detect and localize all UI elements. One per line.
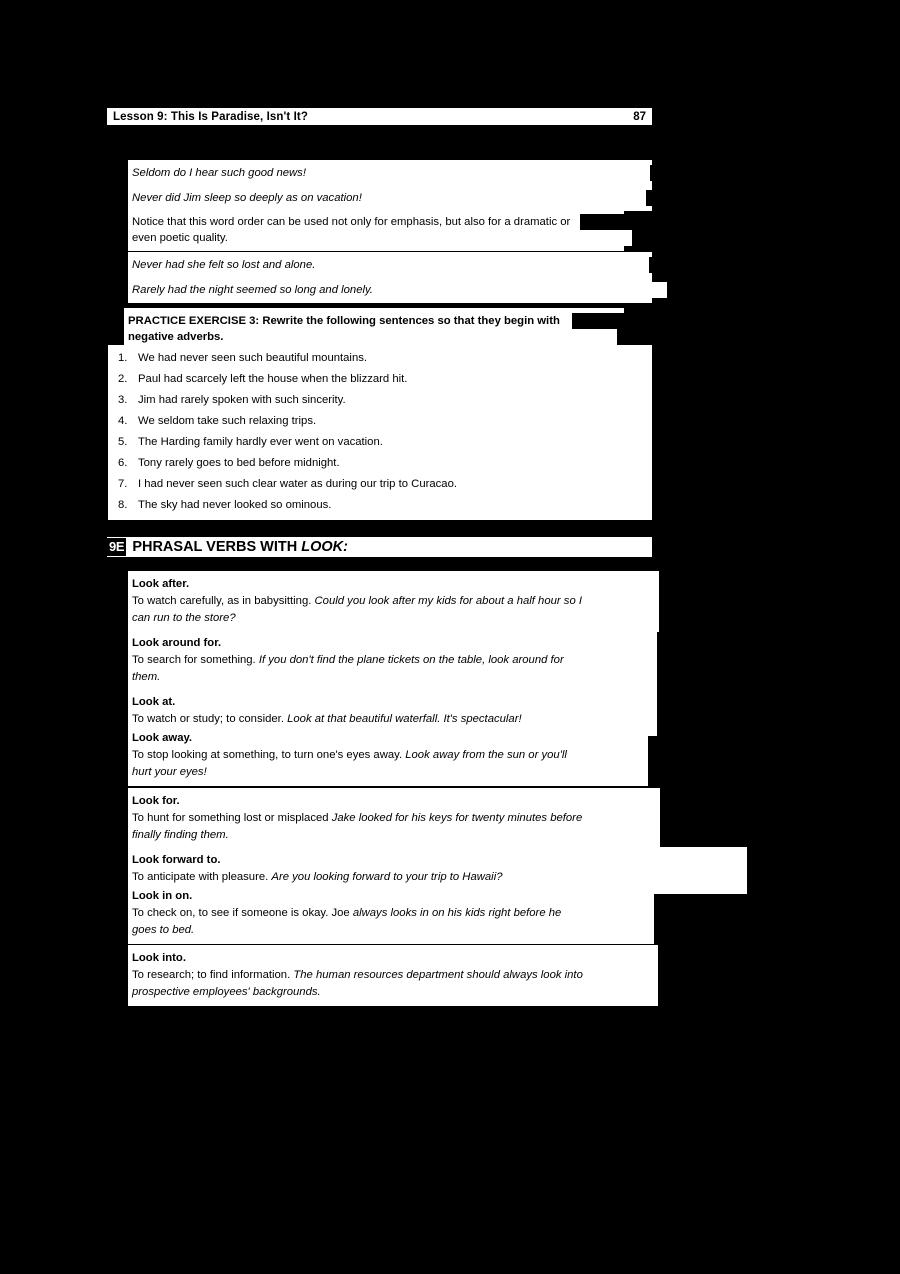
example-line-row [128,282,667,298]
line-filler [179,694,657,711]
phrasal-verb-definition [128,652,568,669]
exercise-instruction-text: negative adverbs. [124,329,227,345]
line-filler [196,730,648,747]
entry-padding [128,1001,622,1006]
definition-example: them. [132,671,161,683]
phrasal-verb-definition [128,711,526,728]
phrasal-verb-entry [128,888,654,944]
item-number: 5. [118,436,128,448]
definition-example: Look away from the sun or you'll [405,749,567,761]
item-text: The sky had never looked so ominous. [138,499,332,511]
line-filler [586,810,588,827]
entry-padding-row [128,1001,658,1006]
phrasal-verb-term: Look around for. [128,635,225,652]
phrasal-verb-definition [128,764,211,781]
item-text: We had never seen such beautiful mountains. [138,352,368,364]
entry-term-row [128,888,654,905]
list-item [108,390,652,411]
phrasal-verb-entry [128,571,659,632]
line-filler [507,869,747,886]
entry-definition-row [128,869,747,886]
exercise-item-list [108,345,652,520]
entry-definition-row [128,922,654,939]
item-text: Paul had scarcely left the house when the blizzard hit. [138,373,408,385]
entry-term-row [128,793,660,810]
phrasal-verb-term: Look at. [128,694,179,711]
section-title [132,539,348,555]
instruction-line-row [124,329,617,345]
phrasal-verb-definition [128,967,587,984]
phrasal-verb-entry [128,730,648,786]
inversion-examples-block-2 [128,252,667,303]
phrasal-verb-definition [128,669,164,686]
definition-plain: To stop looking at something, to turn one's eyes away. [132,749,406,761]
phrasal-verb-entry [128,630,657,691]
phrasal-verb-definition [128,869,507,886]
list-item [108,453,652,474]
line-filler [377,282,667,298]
item-text: Jim had rarely spoken with such sincerity. [138,394,346,406]
block-padding [128,246,624,251]
entry-term-row [128,694,657,711]
example-sentence: Never did Jim sleep so deeply as on vacation! [128,190,366,206]
line-filler [571,747,577,764]
definition-example: goes to bed. [132,924,195,936]
line-filler [232,230,632,246]
example-sentence: Rarely had the night seemed so long and lonely. [128,282,377,298]
definition-example: Look at that beautiful waterfall. It's spectacular! [287,713,522,725]
entry-padding-row [128,781,648,786]
definition-example: If you don't find the plane tickets on the table, look around for [258,654,564,666]
phrasal-verb-definition [128,827,233,844]
item-text: Tony rarely goes to bed before midnight. [138,457,340,469]
line-filler [240,610,618,627]
inversion-examples-block-1 [128,160,652,211]
entry-term-row [128,852,747,869]
definition-example: always looks in on his kids right before he [352,907,562,919]
phrasal-verb-definition [128,905,565,922]
phrasal-verb-term: Look for. [128,793,184,810]
section-number-badge: 9E [109,539,125,554]
list-item [108,432,652,453]
example-line-row [128,257,649,273]
line-filler [366,190,646,206]
line-filler [319,257,649,273]
example-line-row [128,181,652,190]
list-item [108,369,652,390]
line-filler [227,329,617,345]
line-filler [574,214,580,230]
note-line-row [128,230,632,246]
line-filler [568,652,572,669]
definition-example: Could you look after my kids for about a half hour so I [314,595,583,607]
line-filler [164,669,622,686]
definition-plain: To anticipate with pleasure. [132,871,272,883]
phrasal-verb-entry [128,788,660,849]
example-line-row [128,273,652,282]
entry-definition-row [128,984,658,1001]
line-filler [211,764,629,781]
section-heading [107,537,652,557]
entry-padding [128,939,622,944]
item-text: I had never seen such clear water as during our trip to Curacao. [138,478,457,490]
phrasal-verb-entry [128,945,658,1006]
example-sentence: Never had she felt so lost and alone. [128,257,319,273]
entry-definition-row [128,905,654,922]
item-text: We seldom take such relaxing trips. [138,415,317,427]
definition-plain: To research; to find information. [132,969,294,981]
entry-definition-row [128,747,648,764]
phrasal-verb-term: Look forward to. [128,852,225,869]
instruction-line-row [124,313,572,329]
note-block [128,209,632,251]
phrasal-verb-definition [128,810,586,827]
definition-plain: To search for something. [132,654,259,666]
entry-definition-row [128,711,657,728]
definition-example: hurt your eyes! [132,766,207,778]
line-filler [225,635,657,652]
phrasal-verb-definition [128,984,325,1001]
item-number: 1. [118,352,128,364]
example-line-row [128,165,650,181]
practice-exercise-instruction [124,308,624,350]
item-number: 8. [118,499,128,511]
block-padding [128,298,652,303]
entry-padding-row [128,939,654,944]
phrasal-verb-entry [128,689,657,736]
line-filler [325,984,607,1001]
entry-padding [128,781,622,786]
example-line-row [128,190,646,206]
item-number: 2. [118,373,128,385]
item-number: 6. [118,457,128,469]
entry-definition-row [128,810,660,827]
phrasal-verb-term: Look in on. [128,888,196,905]
item-number: 4. [118,415,128,427]
exercise-instruction-text: PRACTICE EXERCISE 3: Rewrite the following sentences so that they begin with [124,313,564,329]
phrasal-verb-entry [128,847,747,894]
definition-example: Are you looking forward to your trip to Hawaii? [271,871,503,883]
phrasal-verb-definition [128,922,198,939]
definition-plain: To watch carefully, as in babysitting. [132,595,315,607]
note-line-row [128,214,580,230]
item-number: 3. [118,394,128,406]
list-item [108,411,652,432]
line-filler [526,711,624,728]
entry-definition-row [128,669,657,686]
definition-example: Jake looked for his keys for twenty minutes before [331,812,583,824]
definition-example: can run to the store? [132,612,236,624]
section-title-italic: LOOK: [301,539,348,555]
line-filler [184,793,660,810]
definition-example: The human resources department should always look into [293,969,583,981]
phrasal-verb-term: Look after. [128,576,193,593]
line-filler [586,593,588,610]
list-item [108,474,652,495]
line-filler [198,922,626,939]
definition-plain: To hunt for something lost or misplaced [132,812,332,824]
entry-definition-row [128,827,660,844]
phrasal-verb-definition [128,610,240,627]
line-gap [128,273,652,282]
entry-definition-row [128,652,657,669]
entry-definition-row [128,764,648,781]
list-item [108,495,652,516]
phrasal-verb-term: Look into. [128,950,190,967]
example-sentence: Seldom do I hear such good news! [128,165,310,181]
note-text: Notice that this word order can be used not only for emphasis, but also for a dramatic or [128,214,574,230]
header-lesson-title: Lesson 9: This Is Paradise, Isn't It? [113,110,308,123]
line-filler [225,852,661,869]
item-number: 7. [118,478,128,490]
entry-definition-row [128,593,659,610]
item-text: The Harding family hardly ever went on vacation. [138,436,383,448]
line-filler [193,576,659,593]
note-text: even poetic quality. [128,230,232,246]
definition-example: finally finding them. [132,829,229,841]
line-filler [196,888,654,905]
line-filler [564,313,572,329]
entry-term-row [128,730,648,747]
entry-definition-row [128,967,658,984]
entry-term-row [128,950,658,967]
line-filler [565,905,575,922]
entry-definition-row [128,610,659,627]
page-header [107,108,652,125]
line-filler [587,967,589,984]
section-title-plain: PHRASAL VERBS WITH [132,539,302,555]
line-filler [233,827,639,844]
header-page-number: 87 [633,110,646,123]
list-item [108,348,652,369]
definition-plain: To check on, to see if someone is okay. Joe [132,907,353,919]
phrasal-verb-term: Look away. [128,730,196,747]
phrasal-verb-definition [128,747,571,764]
definition-example: prospective employees' backgrounds. [132,986,321,998]
entry-term-row [128,635,657,652]
definition-plain: To watch or study; to consider. [132,713,288,725]
line-gap [128,181,652,190]
entry-term-row [128,576,659,593]
phrasal-verb-definition [128,593,586,610]
line-filler [310,165,650,181]
line-filler [190,950,658,967]
